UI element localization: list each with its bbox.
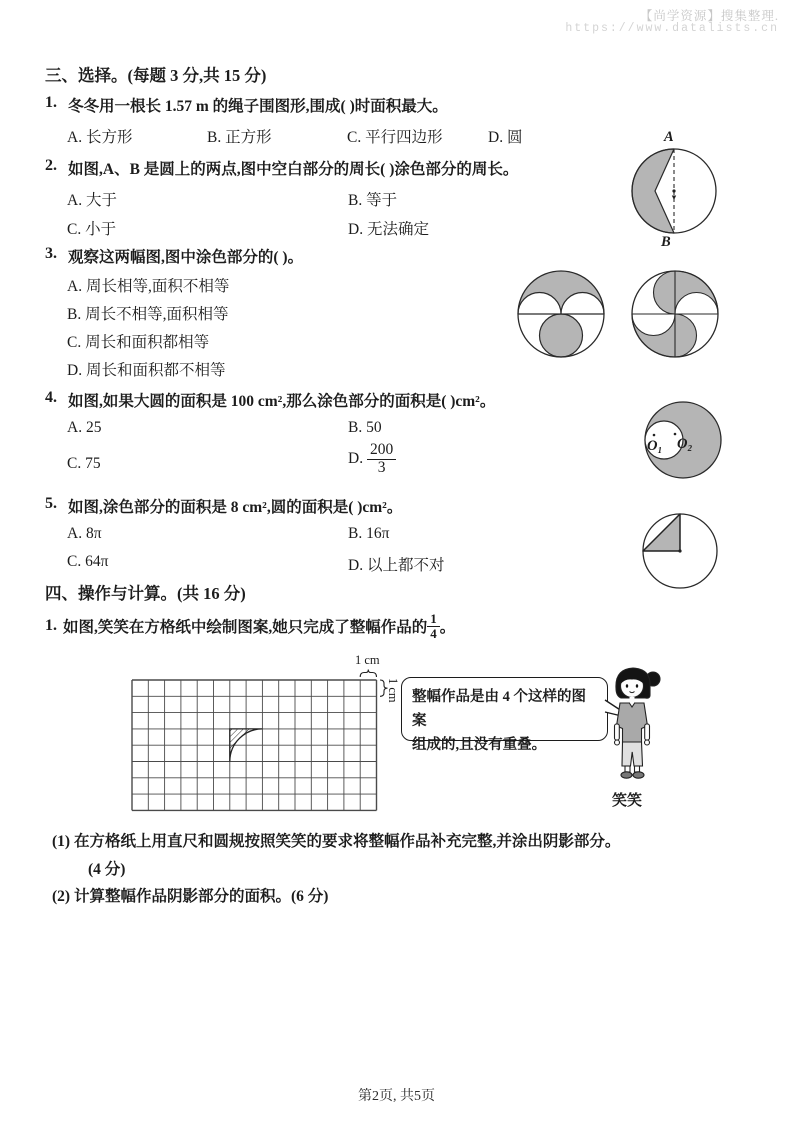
q2-option-d: D. 无法确定 — [348, 221, 429, 238]
q4-label-o2: O₂ — [677, 436, 693, 452]
q5-circle-figure — [640, 509, 720, 591]
q4-label-o1: O₁ — [647, 438, 663, 454]
girl-name-label: 笑笑 — [612, 793, 643, 809]
q4-option-d-label: D. — [348, 450, 364, 467]
q3-figure-left — [514, 267, 608, 361]
q2-label-a: A — [664, 129, 674, 145]
grid-lines — [132, 680, 377, 810]
q1-option-a: A. 长方形 — [67, 129, 133, 146]
s4q1-fraction: $\frac{1}{4}$ — [427, 612, 440, 640]
q5-number: 5. — [45, 495, 57, 512]
q3-right-shaded-comma2 — [632, 314, 697, 357]
girl-pants — [622, 742, 643, 766]
q4-option-d — [348, 438, 396, 480]
q2-label-b: B — [661, 234, 671, 250]
speech-bubble-line2: 组成的,且没有重叠。 — [412, 737, 547, 753]
q2-text: 如图,A、B 是圆上的两点,图中空白部分的周长( )涂色部分的周长。 — [68, 161, 519, 178]
watermark-url: https://www.datalists.cn — [565, 22, 779, 35]
q1-option-d: D. 圆 — [488, 129, 523, 146]
q3-number: 3. — [45, 245, 57, 262]
q3-option-c: C. 周长和面积都相等 — [67, 334, 210, 351]
q3-left-shaded-circle — [540, 314, 583, 357]
q4-option-c: C. 75 — [67, 455, 101, 472]
q2-number: 2. — [45, 157, 57, 174]
q5-text: 如图,涂色部分的面积是 8 cm²,圆的面积是( )cm²。 — [68, 499, 403, 516]
q2-option-c: C. 小于 — [67, 221, 117, 238]
girl-left-shoe — [621, 772, 632, 778]
page-footer: 第2页, 共5页 — [358, 1089, 435, 1104]
s4q1-line — [45, 606, 455, 646]
top-brace — [360, 670, 376, 678]
speech-bubble-line1: 整幅作品是由 4 个这样的图案 — [412, 689, 586, 729]
q3-option-a: A. 周长相等,面积不相等 — [67, 278, 230, 295]
grid-right-unit-label: 1 cm — [386, 678, 400, 703]
section4-title: 四、操作与计算。(共 16 分) — [45, 584, 246, 603]
q3-option-d: D. 周长和面积都不相等 — [67, 362, 226, 379]
girl-illustration — [606, 664, 664, 786]
q2-option-b: B. 等于 — [348, 192, 398, 209]
girl-left-arm — [615, 724, 620, 740]
q4-option-a: A. 25 — [67, 419, 102, 436]
q3-right-shaded-comma1 — [654, 271, 719, 314]
q4-number: 4. — [45, 389, 57, 406]
q2-circle-figure — [628, 145, 720, 237]
q5-option-b: B. 16π — [348, 525, 390, 542]
s4q1-sub2: (2) 计算整幅作品阴影部分的面积。(6 分) — [52, 888, 329, 905]
s4q1-text-end: 。 — [439, 619, 456, 636]
section3-title: 三、选择。(每题 3 分,共 15 分) — [45, 66, 267, 85]
q3-figure-right — [628, 267, 722, 361]
q2-arrowhead — [672, 196, 676, 201]
q4-option-b: B. 50 — [348, 419, 382, 436]
grid-top-unit-label: 1 cm — [355, 653, 380, 667]
q1-option-c: C. 平行四边形 — [347, 129, 443, 146]
girl-right-shoe — [633, 772, 644, 778]
q5-option-a: A. 8π — [67, 525, 102, 542]
q2-option-a: A. 大于 — [67, 192, 117, 209]
q3-option-b: B. 周长不相等,面积相等 — [67, 306, 229, 323]
s4q1-sub1-score: (4 分) — [88, 861, 126, 878]
q2-shaded-region — [632, 149, 674, 233]
q1-text: 冬冬用一根长 1.57 m 的绳子围图形,围成( )时面积最大。 — [68, 98, 448, 115]
s4q1-sub1: (1) 在方格纸上用直尺和圆规按照笑笑的要求将整幅作品补充完整,并涂出阴影部分。 — [52, 833, 621, 850]
q1-number: 1. — [45, 94, 57, 111]
girl-shirt — [617, 703, 648, 742]
q5-option-d: D. 以上都不对 — [348, 557, 445, 574]
s4q1-number: 1. — [45, 617, 57, 634]
q3-text: 观察这两幅图,图中涂色部分的( )。 — [68, 249, 304, 266]
q5-option-c: C. 64π — [67, 553, 109, 570]
speech-bubble — [401, 677, 608, 753]
q4-option-d-fraction: $\frac{200}{3}$ — [367, 442, 396, 476]
girl-right-arm — [645, 724, 650, 740]
q4-text: 如图,如果大圆的面积是 100 cm²,那么涂色部分的面积是( )cm²。 — [68, 393, 496, 410]
s4q1-text: 如图,笑笑在方格纸中绘制图案,她只完成了整幅作品的 — [63, 619, 428, 636]
q1-option-b: B. 正方形 — [207, 129, 272, 146]
q3-left-shaded-top — [518, 271, 604, 314]
watermark-source: 【尚学资源】搜集整理. — [639, 9, 779, 23]
grid-paper-figure — [128, 646, 428, 818]
